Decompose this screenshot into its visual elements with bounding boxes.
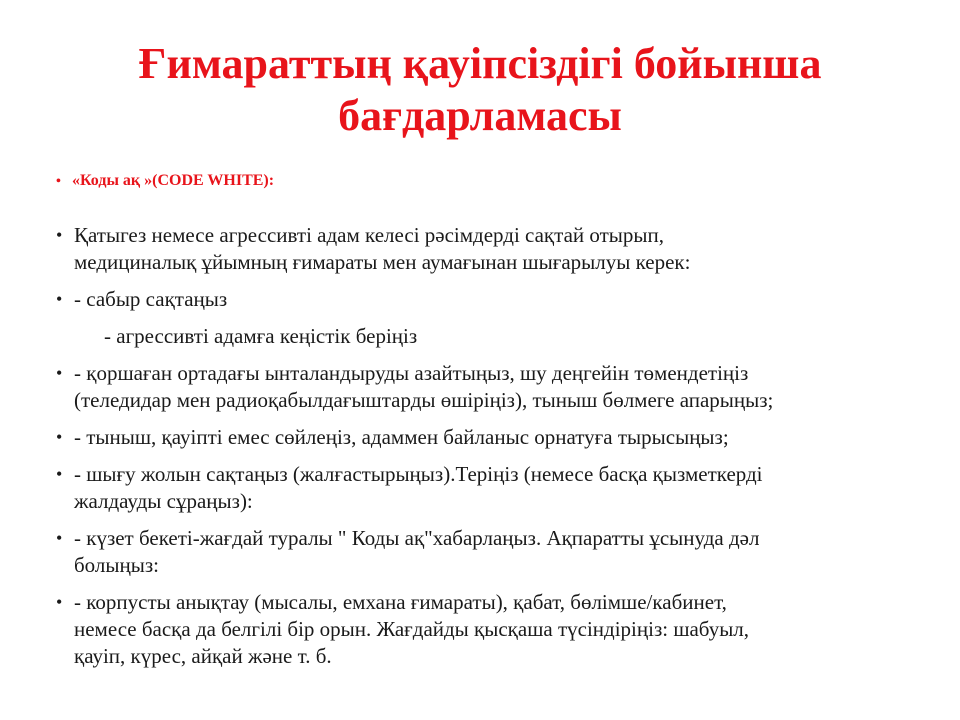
slide-title — [60, 38, 900, 142]
list-item-line: жалдауды сұраңыз): — [74, 489, 253, 513]
list-item-line: - корпусты анықтау (мысалы, емхана ғимараты), қабат, бөлімше/кабинет, — [74, 590, 727, 614]
list-item-line: немесе басқа да белгілі бір орын. Жағдайды қысқаша түсіндіріңіз: шабуыл, — [74, 617, 750, 641]
list-item-line: - қоршаған ортадағы ынталандыруды азайтыңыз, шу деңгейін төмендетіңіз — [74, 361, 749, 385]
list-item — [56, 424, 926, 451]
bullet-icon: • — [56, 225, 63, 245]
bullet-icon: • — [56, 528, 63, 548]
list-item-line: болыңыз: — [74, 553, 159, 577]
slide-title-line-1: Ғимараттың қауіпсіздігі бойынша — [138, 39, 822, 88]
list-item-line: - тыныш, қауіпті емес сөйлеңіз, адаммен байланыс орнатуға тырысыңыз; — [74, 425, 729, 449]
bullet-icon: • — [56, 363, 63, 383]
list-item-line: - шығу жолын сақтаңыз (жалғастырыңыз).Теріңіз (немесе басқа қызметкерді — [74, 462, 763, 486]
slide-title-line-2: бағдарламасы — [338, 91, 622, 140]
bullet-icon: • — [56, 427, 63, 447]
list-item-line: - агрессивті адамға кеңістік беріңіз — [104, 324, 418, 348]
list-item — [56, 461, 926, 515]
list-item-line: медициналық ұйымның ғимараты мен аумағынан шығарылуы керек: — [74, 250, 691, 274]
list-item — [56, 525, 926, 579]
list-item-line: - күзет бекеті-жағдай туралы " Коды ақ"хабарлаңыз. Ақпаратты ұсынуда дәл — [74, 526, 760, 550]
code-white-heading — [56, 172, 274, 190]
bullet-icon: • — [56, 174, 61, 189]
bullet-icon: • — [56, 592, 63, 612]
list-item — [56, 323, 926, 350]
procedure-list — [56, 222, 926, 680]
list-item — [56, 360, 926, 414]
list-item — [56, 589, 926, 670]
list-item-line: Қатыгез немесе агрессивті адам келесі рәсімдерді сақтай отырып, — [74, 223, 664, 247]
code-white-heading-text: «Коды ақ »(CODE WHITE): — [72, 172, 275, 189]
list-item-line: - сабыр сақтаңыз — [74, 287, 228, 311]
bullet-icon: • — [56, 289, 63, 309]
list-item — [56, 286, 926, 313]
list-item — [56, 222, 926, 276]
bullet-icon: • — [56, 464, 63, 484]
list-item-line: қауіп, күрес, айқай және т. б. — [74, 644, 332, 668]
list-item-line: (теледидар мен радиоқабылдағыштарды өшіріңіз), тыныш бөлмеге апарыңыз; — [74, 388, 774, 412]
